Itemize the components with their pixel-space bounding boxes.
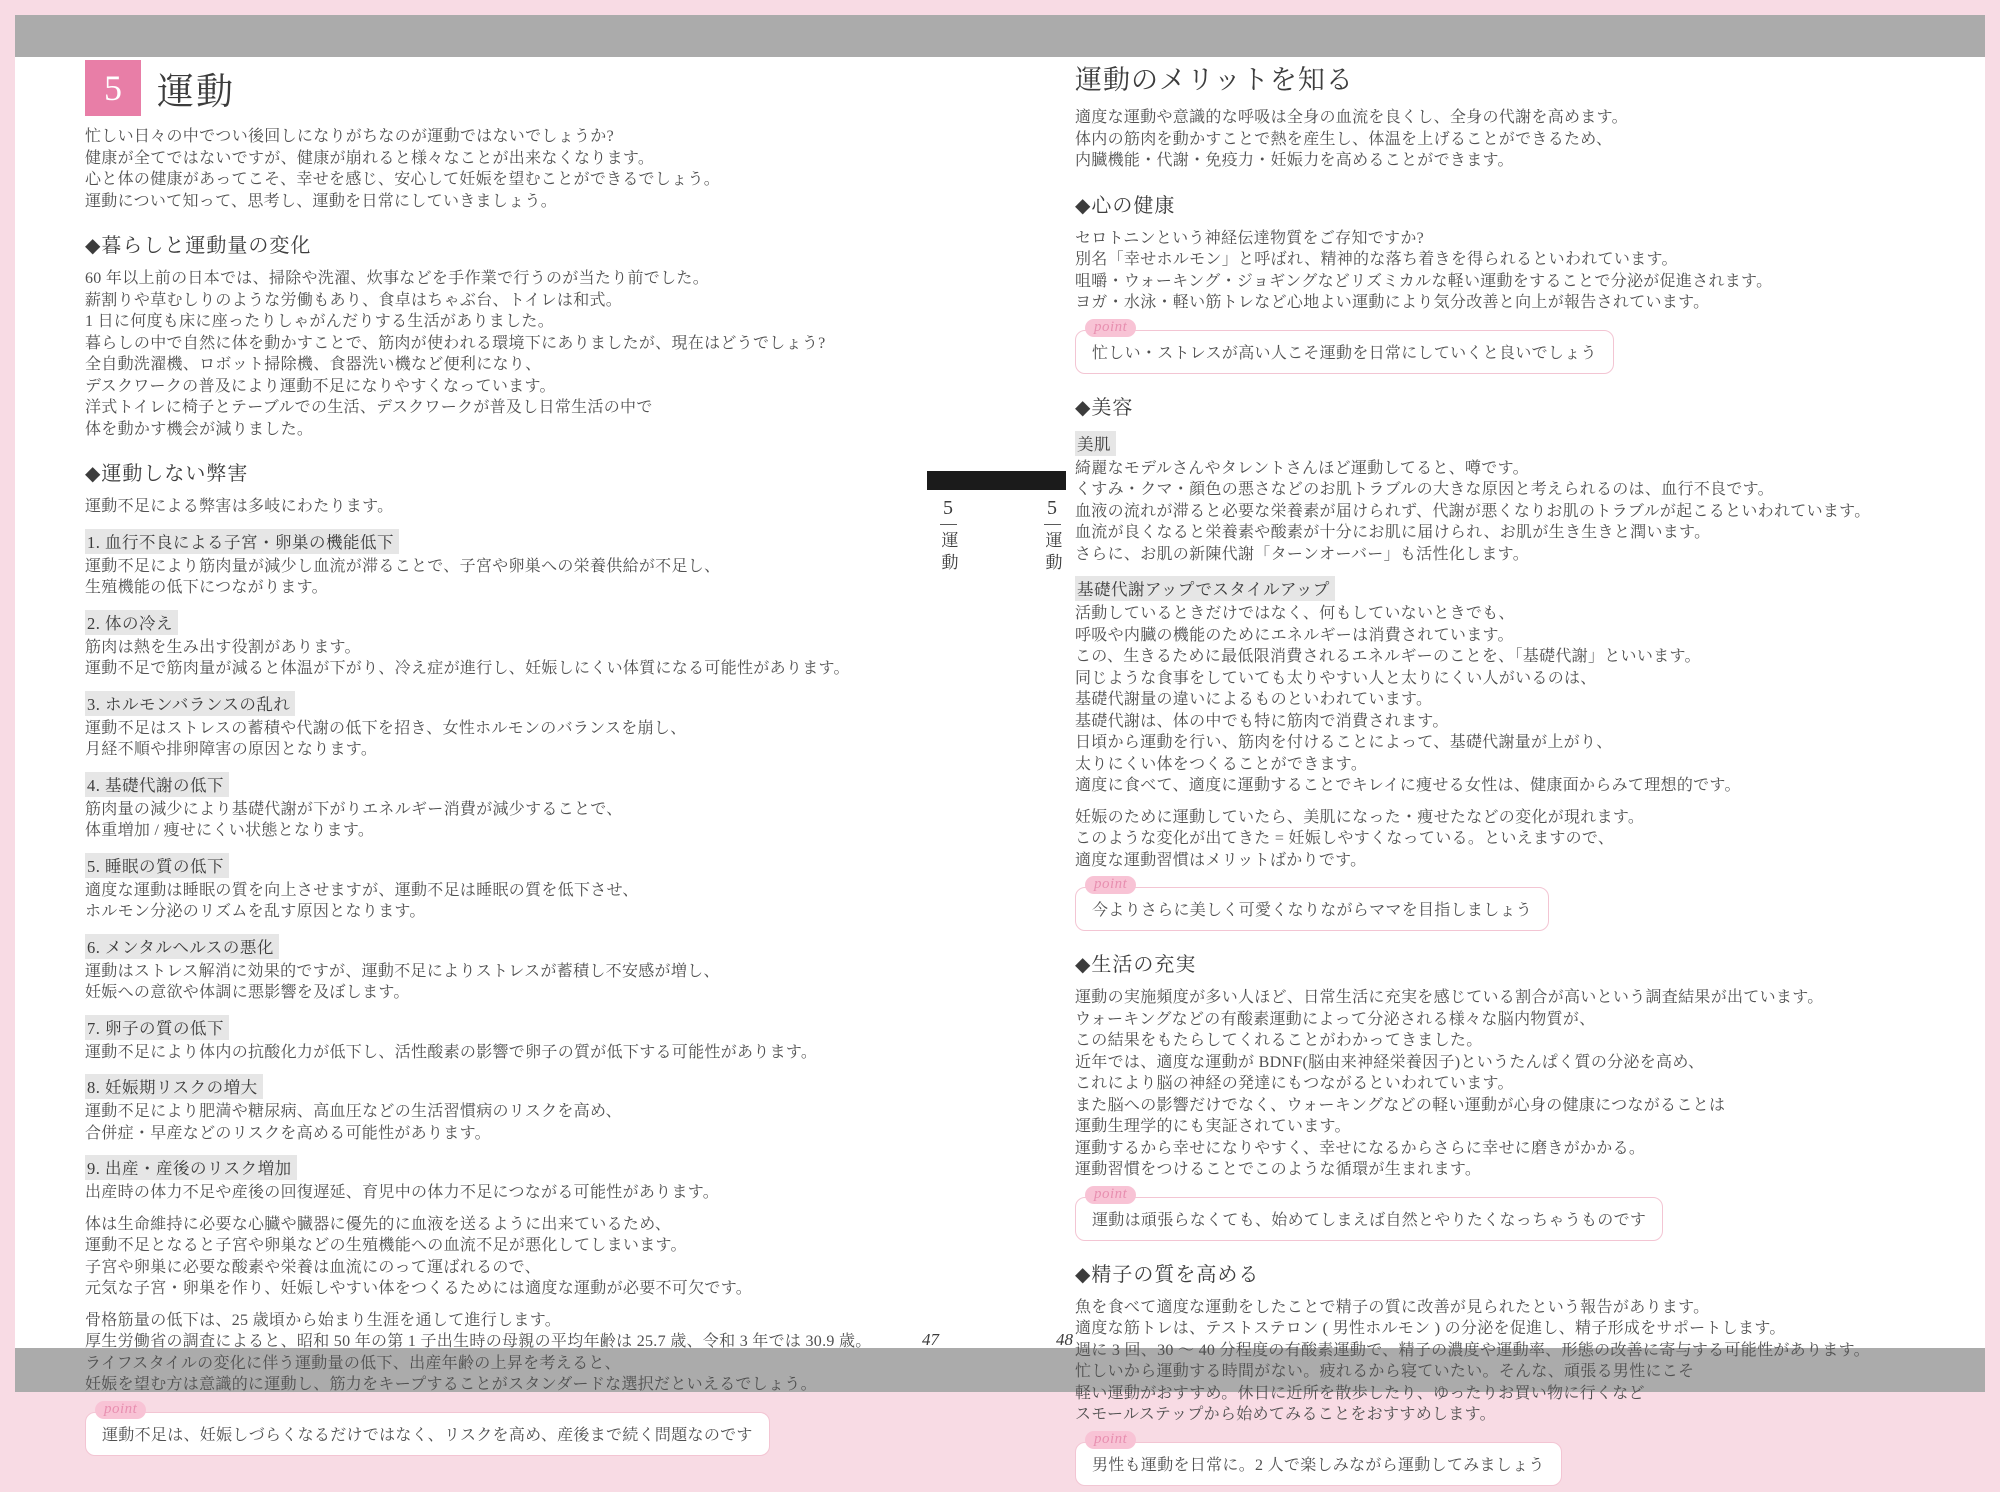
paragraph — [85, 268, 945, 440]
left-page — [85, 60, 945, 1462]
text-line: 忙しいから運動する時間がない。疲れるから寝ていたい。そんな、頑張る男性にこそ — [1075, 1363, 1695, 1380]
point-box — [1075, 876, 1549, 931]
highlighted-item — [85, 1155, 945, 1204]
highlighted-item — [85, 853, 945, 923]
text-line: 暮らしの中で自然に体を動かすことで、筋肉が使われる環境下にありましたが、現在はどうでしょう? — [85, 334, 826, 352]
right-page-title: 運動のメリットを知る — [1075, 65, 1354, 95]
text-line: 筋肉量の減少により基礎代謝が下がりエネルギー消費が減少することで、 — [85, 800, 623, 818]
point-label: point — [1085, 1431, 1136, 1449]
text-line: 日頃から運動を行い、筋肉を付けることによって、基礎代謝量が上がり、 — [1075, 734, 1613, 751]
highlighted-item — [85, 772, 945, 842]
text-line: 活動しているときだけではなく、何もしていないときでも、 — [1075, 605, 1515, 622]
text-line: 忙しい日々の中でつい後回しになりがちなのが運動ではないでしょうか? — [85, 128, 615, 145]
text-line: 血流が良くなると栄養素や酸素が十分にお肌に届けられ、お肌が生き生きと潤います。 — [1075, 524, 1711, 541]
text-line: また脳への影響だけでなく、ウォーキングなどの軽い運動が心身の健康につながることは — [1075, 1096, 1726, 1114]
text-line: 洋式トイレに椅子とテーブルでの生活、デスクワークが普及し日常生活の中で — [85, 399, 653, 416]
point-callout — [1075, 318, 1990, 374]
text-line: ウォーキングなどの有酸素運動によって分泌される様々な脳内物質が、 — [1075, 1010, 1596, 1028]
text-line: 骨格筋量の低下は、25 歳頃から始まり生涯を通して進行します。 — [85, 1311, 562, 1329]
paragraph — [1075, 1297, 1990, 1426]
section-heading: ◆美容 — [1075, 396, 1134, 419]
item-title-row — [85, 772, 945, 799]
text-line: 運動不足により筋肉量が減少し血流が滞ることで、子宮や卵巣への栄養供給が不足し、 — [85, 557, 721, 575]
page-number-left: 47 — [922, 1330, 939, 1349]
text-line: 運動不足による弊害は多岐にわたります。 — [85, 498, 394, 515]
text-line: 運動の実施頻度が多い人ほど、日常生活に充実を感じている割合が高いという調査結果が出ています。 — [1075, 989, 1824, 1006]
item-title: 4. 基礎代謝の低下 — [85, 772, 229, 797]
text-line: この結果をもたらしてくれることがわかってきました。 — [1075, 1032, 1483, 1049]
text-line: 運動不足により肥満や糖尿病、高血圧などの生活習慣病のリスクを高め、 — [85, 1103, 622, 1120]
point-box — [1075, 1430, 1562, 1486]
section-heading: ◆心の健康 — [1075, 194, 1176, 217]
point-callout — [85, 1400, 945, 1456]
text-line: 運動習慣をつけることでこのような循環が生まれます。 — [1075, 1161, 1482, 1178]
spine-tab-rule — [1044, 524, 1061, 525]
highlighted-item — [85, 529, 945, 599]
text-line: 運動について知って、思考し、運動を日常にしていきましょう。 — [85, 192, 558, 210]
paragraph — [1075, 987, 1990, 1181]
point-text: 運動不足は、妊娠しづらくなるだけではなく、リスクを高め、産後まで続く問題なのです — [102, 1426, 753, 1444]
item-title: 基礎代謝アップでスタイルアップ — [1075, 576, 1335, 601]
text-line: デスクワークの普及により運動不足になりやすくなっています。 — [85, 377, 556, 395]
item-title: 1. 血行不良による子宮・卵巣の機能低下 — [85, 529, 399, 554]
point-label: point — [1085, 319, 1136, 337]
right-page-sections — [1075, 189, 1990, 1486]
text-line: 厚生労働省の調査によると、昭和 50 年の第 1 子出生時の母親の平均年齢は 25.7 歳、令和 3 年では 30.9 歳。 — [85, 1333, 872, 1350]
text-line: 運動生理学的にも実証されています。 — [1075, 1118, 1351, 1135]
text-line: スモールステップから始めてみることをおすすめします。 — [1075, 1406, 1496, 1423]
item-title-row — [1075, 576, 1990, 603]
text-line: 筋肉は熱を生み出す役割があります。 — [85, 638, 361, 656]
item-title-row — [85, 1015, 945, 1042]
item-title: 6. メンタルヘルスの悪化 — [85, 934, 279, 959]
point-box — [1075, 1185, 1663, 1241]
highlighted-item — [85, 934, 945, 1004]
spine-tab — [1039, 497, 1065, 575]
text-line: 適度に食べて、適度に運動することでキレイに痩せる女性は、健康面からみて理想的です。 — [1075, 777, 1741, 794]
text-line: 妊娠を望む方は意識的に運動し、筋力をキープすることがスタンダードな選択だといえるでしょう。 — [85, 1376, 817, 1393]
text-line: 妊娠のために運動していたら、美肌になった・痩せたなどの変化が現れます。 — [1075, 808, 1645, 826]
item-title: 8. 妊娠期リスクの増大 — [85, 1074, 263, 1099]
point-text: 男性も運動を日常に。2 人で楽しみながら運動してみましょう — [1092, 1456, 1545, 1474]
paragraph — [1075, 228, 1990, 314]
item-title: 美肌 — [1075, 431, 1116, 456]
point-label: point — [1085, 1186, 1136, 1204]
spine-tab-label: 運動 — [938, 531, 958, 575]
text-line: 60 年以上前の日本では、掃除や洗濯、炊事などを手作業で行うのが当たり前でした。 — [85, 270, 710, 287]
item-title-row — [85, 529, 945, 556]
highlighted-item — [1075, 431, 1990, 566]
item-title: 3. ホルモンバランスの乱れ — [85, 691, 295, 716]
section-heading: ◆生活の充実 — [1075, 954, 1197, 976]
right-page-intro — [1075, 107, 1990, 172]
item-title-row — [85, 934, 945, 961]
text-line: 運動するから幸せになりやすく、幸せになるからさらに幸せに磨きがかかる。 — [1075, 1139, 1646, 1157]
section-heading: ◆精子の質を高める — [1075, 1263, 1260, 1286]
spine-tab-number: 5 — [1047, 497, 1057, 519]
text-line: 運動不足により体内の抗酸化力が低下し、活性酸素の影響で卵子の質が低下する可能性があります。 — [85, 1043, 818, 1061]
text-line: 心と体の健康があってこそ、幸せを感じ、安心して妊娠を望むことができるでしょう。 — [85, 171, 721, 188]
item-title-row — [85, 1074, 945, 1101]
point-box — [85, 1400, 770, 1456]
text-line: 軽い運動がおすすめ。休日に近所を散歩したり、ゆったりお買い物に行くなど — [1075, 1384, 1645, 1402]
text-line: 妊娠への意欲や体調に悪影響を及ぼします。 — [85, 984, 410, 1001]
text-line: 呼吸や内臓の機能のためにエネルギーは消費されています。 — [1075, 626, 1514, 644]
paragraph — [1075, 807, 1990, 872]
left-page-sections — [85, 229, 945, 1456]
highlighted-item — [85, 1074, 945, 1144]
text-line: さらに、お肌の新陳代謝「ターンオーバー」も活性化します。 — [1075, 545, 1530, 563]
text-line: 適度な運動や意識的な呼吸は全身の血流を良くし、全身の代謝を高めます。 — [1075, 109, 1628, 126]
text-line: 子宮や卵巣に必要な酸素や栄養は血流にのって運ばれるので、 — [85, 1258, 541, 1276]
item-title: 2. 体の冷え — [85, 610, 178, 635]
text-line: 適度な運動習慣はメリットばかりです。 — [1075, 851, 1367, 869]
text-line: セロトニンという神経伝達物質をご存知ですか? — [1075, 229, 1425, 247]
spine-tab-rule — [940, 524, 957, 525]
text-line: 薪割りや草むしりのような労働もあり、食卓はちゃぶ台、トイレは和式。 — [85, 291, 623, 309]
paragraph — [85, 496, 945, 518]
text-line: 生殖機能の低下につながります。 — [85, 579, 328, 596]
item-title-row — [85, 1155, 945, 1182]
chapter-number-badge — [85, 60, 141, 116]
text-line: 運動不足で筋肉量が減ると体温が下がり、冷え症が進行し、妊娠しにくい体質になる可能性があります。 — [85, 660, 850, 677]
spine-tab-number: 5 — [943, 497, 953, 519]
text-line: 1 日に何度も床に座ったりしゃがんだりする生活がありました。 — [85, 313, 555, 330]
item-title-row — [1075, 431, 1990, 458]
text-line: 適度な筋トレは、テストステロン ( 男性ホルモン ) の分泌を促進し、精子形成をサポートします。 — [1075, 1320, 1786, 1337]
point-callout — [1075, 1185, 1990, 1241]
text-line: 同じような食事をしていても太りやすい人と太りにくい人がいるのは、 — [1075, 669, 1597, 687]
left-page-intro — [85, 126, 945, 212]
text-line: 運動不足はストレスの蓄積や代謝の低下を招き、女性ホルモンのバランスを崩し、 — [85, 719, 687, 737]
text-line: 綺麗なモデルさんやタレントさんほど運動してると、噂です。 — [1075, 459, 1529, 477]
text-line: 血液の流れが滞ると必要な栄養素が届けられず、代謝が悪くなりお肌のトラブルが起こるといわれています。 — [1075, 502, 1871, 520]
text-line: 全自動洗濯機、ロボット掃除機、食器洗い機など便利になり、 — [85, 356, 542, 373]
text-line: 体は生命維持に必要な心臓や臓器に優先的に血液を送るように出来ているため、 — [85, 1215, 672, 1233]
text-line: 合併症・早産などのリスクを高める可能性があります。 — [85, 1124, 491, 1142]
point-text: 忙しい・ストレスが高い人こそ運動を日常にしていくと良いでしょう — [1092, 344, 1597, 362]
point-callout — [1075, 1430, 1990, 1486]
text-line: くすみ・クマ・顔色の悪さなどのお肌トラブルの大きな原因と考えられるのは、血行不良です。 — [1075, 481, 1774, 498]
text-line: 咀嚼・ウォーキング・ジョギングなどリズミカルな軽い運動をすることで分泌が促進されます。 — [1075, 272, 1773, 290]
point-callout — [1075, 876, 1990, 931]
chapter-title: 運動 — [157, 72, 235, 113]
highlighted-item — [1075, 576, 1990, 797]
highlighted-item — [85, 610, 945, 680]
text-line: 近年では、適度な運動が BDNF(脳由来神経栄養因子)というたんぱく質の分泌を高め、 — [1075, 1053, 1705, 1071]
spine-tab — [935, 497, 961, 575]
highlighted-item — [85, 1015, 945, 1064]
item-title: 5. 睡眠の質の低下 — [85, 853, 229, 878]
text-line: 別名「幸せホルモン」と呼ばれ、精神的な落ち着きを得られるといわれています。 — [1075, 251, 1678, 268]
text-line: 体を動かす機会が減りました。 — [85, 420, 314, 438]
text-line: これにより脳の神経の発達にもつながるといわれています。 — [1075, 1075, 1514, 1092]
text-line: 週に 3 回、30 〜 40 分程度の有酸素運動で、精子の濃度や運動率、形態の改善に寄与する可能性があります。 — [1075, 1341, 1870, 1359]
spine-tab-label: 運動 — [1042, 531, 1062, 575]
item-title: 7. 卵子の質の低下 — [85, 1015, 229, 1040]
point-text: 今よりさらに美しく可愛くなりながらママを目指しましょう — [1092, 902, 1533, 919]
text-line: 月経不順や排卵障害の原因となります。 — [85, 741, 378, 758]
text-line: 運動はストレス解消に効果的ですが、運動不足によりストレスが蓄積し不安感が増し、 — [85, 962, 720, 980]
paragraph — [85, 1214, 945, 1300]
text-line: 健康が全てではないですが、健康が崩れると様々なことが出来なくなります。 — [85, 149, 655, 167]
text-line: 体重増加 / 痩せにくい状態となります。 — [85, 822, 375, 839]
text-line: 基礎代謝は、体の中でも特に筋肉で消費されます。 — [1075, 712, 1449, 730]
point-label: point — [1085, 876, 1136, 894]
item-title-row — [85, 691, 945, 718]
text-line: ホルモン分泌のリズムを乱す原因となります。 — [85, 903, 426, 920]
text-line: 元気な子宮・卵巣を作り、妊娠しやすい体をつくるためには適度な運動が必要不可欠です。 — [85, 1280, 753, 1297]
text-line: ライフスタイルの変化に伴う運動量の低下、出産年齢の上昇を考えると、 — [85, 1354, 621, 1372]
text-line: 体内の筋肉を動かすことで熱を産生し、体温を上げることができるため、 — [1075, 130, 1613, 148]
chapter-number: 5 — [104, 68, 122, 108]
text-line: このような変化が出てきた = 妊娠しやすくなっている。といえますので、 — [1075, 830, 1615, 847]
text-line: 出産時の体力不足や産後の回復遅延、育児中の体力不足につながる可能性があります。 — [85, 1184, 720, 1201]
top-gray-bar — [15, 15, 1985, 57]
text-line: ヨガ・水泳・軽い筋トレなど心地よい運動により気分改善と向上が報告されています。 — [1075, 294, 1710, 311]
text-line: 内臓機能・代謝・免疫力・妊娠力を高めることができます。 — [1075, 152, 1514, 169]
chapter-header — [85, 60, 945, 116]
highlighted-item — [85, 691, 945, 761]
right-page — [1075, 58, 1990, 1492]
section-heading: ◆運動しない弊害 — [85, 463, 249, 485]
item-title-row — [85, 853, 945, 880]
point-text: 運動は頑張らなくても、始めてしまえば自然とやりたくなっちゃうものです — [1092, 1211, 1647, 1229]
item-title-row — [85, 610, 945, 637]
page-number-right: 48 — [1056, 1330, 1073, 1349]
item-title: 9. 出産・産後のリスク増加 — [85, 1155, 297, 1180]
text-line: 太りにくい体をつくることができます。 — [1075, 755, 1368, 773]
censor-bar — [927, 471, 1066, 490]
text-line: この、生きるために最低限消費されるエネルギーのことを、「基礎代謝」といいます。 — [1075, 648, 1701, 665]
point-box — [1075, 318, 1614, 374]
point-label: point — [95, 1401, 146, 1419]
paragraph — [85, 1310, 945, 1396]
section-heading: ◆暮らしと運動量の変化 — [85, 235, 312, 257]
text-line: 運動不足となると子宮や卵巣などの生殖機能への血流不足が悪化してしまいます。 — [85, 1237, 687, 1254]
text-line: 魚を食べて適度な運動をしたことで精子の質に改善が見られたという報告があります。 — [1075, 1298, 1710, 1316]
text-line: 適度な運動は睡眠の質を向上させますが、運動不足は睡眠の質を低下させ、 — [85, 881, 639, 899]
text-line: 基礎代謝量の違いによるものといわれています。 — [1075, 691, 1433, 708]
